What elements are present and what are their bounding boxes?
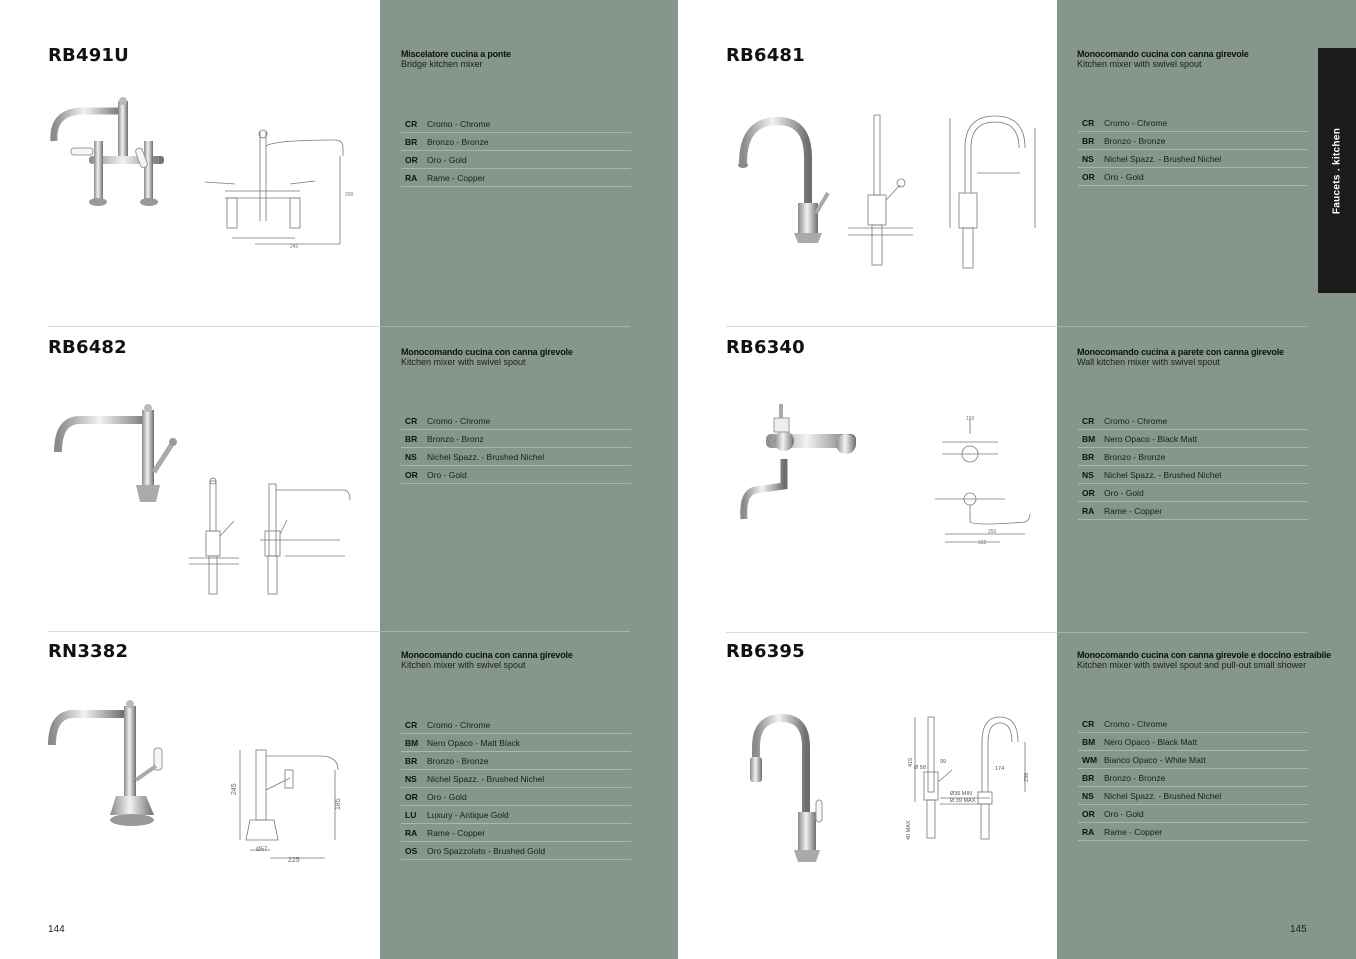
dimension-label: 225 — [288, 857, 300, 864]
finish-code: WM — [1082, 754, 1098, 765]
finish-name: Oro - Gold — [1104, 487, 1144, 498]
product-description — [1077, 49, 1327, 69]
finish-row — [1078, 132, 1308, 150]
finish-code: BR — [405, 136, 418, 147]
dimension-label: Ø 58 — [914, 765, 926, 771]
finish-name: Bronzo - Bronze — [1104, 135, 1166, 146]
finish-name: Luxury - Antique Gold — [427, 809, 509, 820]
technical-drawing — [184, 476, 254, 598]
finish-row — [1078, 430, 1308, 448]
technical-drawing — [195, 126, 355, 254]
dimension-label: 238 — [1024, 772, 1030, 782]
finish-name: Oro Spazzolato - Brushed Gold — [427, 845, 546, 856]
finish-list — [1078, 114, 1308, 186]
finish-code: BR — [1082, 451, 1095, 462]
finish-row — [1078, 823, 1308, 841]
finish-code: BM — [1082, 433, 1096, 444]
section-divider — [1057, 632, 1307, 633]
title-italian: Monocomando cucina a parete con canna girevole — [1077, 347, 1284, 357]
finish-code: CR — [1082, 415, 1095, 426]
finish-code: NS — [1082, 790, 1094, 801]
finish-row — [401, 448, 631, 466]
finish-list — [401, 115, 631, 187]
finish-row — [1078, 805, 1308, 823]
finish-row — [1078, 751, 1308, 769]
page-number-right: 145 — [1290, 924, 1307, 935]
finish-name: Nichel Spazz. - Brushed Nichel — [1104, 469, 1222, 480]
title-italian: Monocomando cucina con canna girevole — [401, 347, 573, 357]
finish-row — [1078, 150, 1308, 168]
finish-row — [1078, 412, 1308, 430]
finish-code: RA — [1082, 505, 1095, 516]
finish-code: NS — [1082, 153, 1094, 164]
finish-row — [401, 466, 631, 484]
finish-code: BR — [1082, 772, 1095, 783]
dimension-label: 185 — [335, 798, 342, 810]
product-code: RB6482 — [48, 337, 127, 358]
finish-code: NS — [405, 773, 417, 784]
technical-drawing — [900, 712, 1040, 844]
finish-row — [401, 824, 631, 842]
finish-name: Bronzo - Bronze — [1104, 451, 1166, 462]
finish-row — [401, 716, 631, 734]
finish-row — [1078, 168, 1308, 186]
product-description — [1077, 347, 1327, 367]
finish-row — [401, 133, 631, 151]
finish-name: Oro - Gold — [1104, 808, 1144, 819]
dimension-label: 99 — [940, 759, 947, 765]
finish-name: Rame - Copper — [1104, 826, 1163, 837]
dimension-label: Ø57 — [256, 847, 268, 853]
technical-drawing — [255, 476, 355, 598]
finish-code: CR — [405, 118, 418, 129]
finish-code: NS — [1082, 469, 1094, 480]
finish-row — [1078, 448, 1308, 466]
dimension-label: 415 — [908, 757, 914, 767]
finish-row — [401, 734, 631, 752]
finish-row — [401, 770, 631, 788]
product-description — [401, 347, 651, 367]
finish-code: OR — [1082, 487, 1095, 498]
finish-code: RA — [1082, 826, 1095, 837]
dimension-label: 200 — [345, 192, 354, 198]
finish-code: LU — [405, 809, 417, 820]
finish-code: OR — [1082, 171, 1095, 182]
dimension-label: 150 — [966, 416, 975, 422]
product-code: RN3382 — [48, 641, 129, 662]
finish-list — [401, 412, 631, 484]
section-divider — [48, 326, 380, 327]
finish-name: Nichel Spazz. - Brushed Nichel — [1104, 153, 1222, 164]
finish-code: OR — [1082, 808, 1095, 819]
product-photo-wall-mixer — [736, 404, 861, 526]
finish-row — [1078, 769, 1308, 787]
product-photo-swivel-mixer — [50, 402, 185, 512]
product-photo-swivel-mixer — [728, 113, 838, 253]
title-italian: Miscelatore cucina a ponte — [401, 49, 511, 59]
title-english: Kitchen mixer with swivel spout — [401, 357, 526, 367]
finish-list — [1078, 715, 1308, 841]
finish-row — [1078, 484, 1308, 502]
product-description — [401, 49, 651, 69]
finish-row — [1078, 502, 1308, 520]
finish-name: Cromo - Chrome — [1104, 117, 1168, 128]
finish-code: BR — [405, 755, 418, 766]
title-english: Bridge kitchen mixer — [401, 59, 483, 69]
section-divider — [380, 326, 630, 327]
finish-row — [401, 169, 631, 187]
finish-code: OR — [405, 469, 418, 480]
finish-code: BM — [405, 737, 419, 748]
product-photo-single-lever-mixer — [44, 700, 174, 830]
finish-row — [401, 430, 631, 448]
finish-code: CR — [1082, 718, 1095, 729]
title-english: Kitchen mixer with swivel spout — [401, 660, 526, 670]
dimension-label: Ø36 MIN — [950, 791, 973, 797]
finish-code: OR — [405, 791, 418, 802]
finish-name: Cromo - Chrome — [1104, 415, 1168, 426]
finish-row — [1078, 733, 1308, 751]
title-italian: Monocomando cucina con canna girevole e doccino estraibile — [1077, 650, 1331, 660]
technical-drawing — [945, 108, 1045, 270]
finish-name: Nero Opaco - Black Matt — [1104, 736, 1198, 747]
finish-name: Cromo - Chrome — [1104, 718, 1168, 729]
finish-row — [1078, 715, 1308, 733]
section-divider — [726, 632, 1057, 633]
section-divider — [380, 631, 630, 632]
finish-row — [401, 151, 631, 169]
title-italian: Monocomando cucina con canna girevole — [1077, 49, 1249, 59]
dimension-label: 245 — [290, 244, 299, 250]
finish-name: Rame - Copper — [427, 172, 486, 183]
finish-row — [401, 842, 631, 860]
product-code: RB6340 — [726, 337, 805, 358]
page-number-left: 144 — [48, 924, 65, 935]
product-code: RB6395 — [726, 641, 805, 662]
finish-name: Nero Opaco - Black Matt — [1104, 433, 1198, 444]
finish-name: Nichel Spazz. - Brushed Nichel — [427, 773, 545, 784]
finish-name: Cromo - Chrome — [427, 118, 491, 129]
finish-name: Cromo - Chrome — [427, 719, 491, 730]
finish-name: Cromo - Chrome — [427, 415, 491, 426]
technical-drawing — [230, 740, 350, 865]
dimension-label: 312 — [978, 540, 987, 546]
finish-code: BR — [1082, 135, 1095, 146]
finish-name: Oro - Gold — [427, 154, 467, 165]
finish-name: Nichel Spazz. - Brushed Nichel — [427, 451, 545, 462]
finish-code: OR — [405, 154, 418, 165]
finish-code: CR — [1082, 117, 1095, 128]
technical-drawing — [838, 110, 928, 270]
finish-name: Nichel Spazz. - Brushed Nichel — [1104, 790, 1222, 801]
finish-name: Oro - Gold — [1104, 171, 1144, 182]
finish-code: CR — [405, 719, 418, 730]
finish-row — [1078, 114, 1308, 132]
finish-name: Bianco Opaco - White Matt — [1104, 754, 1206, 765]
finish-name: Nero Opaco - Matt Black — [427, 737, 521, 748]
product-code: RB6481 — [726, 45, 805, 66]
finish-name: Bronzo - Bronz — [427, 433, 484, 444]
dimension-label: 40 MAX — [906, 820, 912, 840]
title-english: Wall kitchen mixer with swivel spout — [1077, 357, 1220, 367]
title-english: Kitchen mixer with swivel spout — [1077, 59, 1202, 69]
title-italian: Monocomando cucina con canna girevole — [401, 650, 573, 660]
finish-list — [1078, 412, 1308, 520]
product-description — [401, 650, 651, 670]
finish-code: CR — [405, 415, 418, 426]
finish-name: Bronzo - Bronze — [427, 755, 489, 766]
finish-name: Bronzo - Bronze — [1104, 772, 1166, 783]
finish-list — [401, 716, 631, 860]
section-divider — [48, 631, 380, 632]
dimension-label: 174 — [995, 766, 1005, 772]
category-tab-label: Faucets . kitchen — [1331, 127, 1343, 214]
product-code: RB491U — [48, 45, 129, 66]
product-description — [1077, 650, 1331, 670]
finish-row — [401, 788, 631, 806]
finish-name: Oro - Gold — [427, 469, 467, 480]
finish-name: Rame - Copper — [1104, 505, 1163, 516]
dimension-label: 245 — [231, 783, 238, 795]
section-divider — [1057, 326, 1307, 327]
finish-row — [1078, 466, 1308, 484]
product-photo-bridge-mixer — [44, 96, 172, 216]
finish-row — [401, 115, 631, 133]
finish-name: Rame - Copper — [427, 827, 486, 838]
finish-row — [401, 412, 631, 430]
finish-code: BM — [1082, 736, 1096, 747]
finish-code: RA — [405, 827, 418, 838]
section-divider — [726, 326, 1057, 327]
finish-code: OS — [405, 845, 418, 856]
title-english: Kitchen mixer with swivel spout and pull-out small shower — [1077, 660, 1307, 670]
product-photo-pullout-mixer — [744, 712, 834, 867]
finish-code: RA — [405, 172, 418, 183]
finish-code: BR — [405, 433, 418, 444]
finish-name: Bronzo - Bronze — [427, 136, 489, 147]
dimension-label: Ø 39 MAX — [950, 798, 976, 804]
finish-row — [1078, 787, 1308, 805]
dimension-label: 250 — [988, 529, 997, 535]
finish-row — [401, 806, 631, 824]
finish-code: NS — [405, 451, 417, 462]
technical-drawing — [930, 414, 1035, 546]
finish-name: Oro - Gold — [427, 791, 467, 802]
finish-row — [401, 752, 631, 770]
category-tab[interactable] — [1318, 48, 1356, 293]
